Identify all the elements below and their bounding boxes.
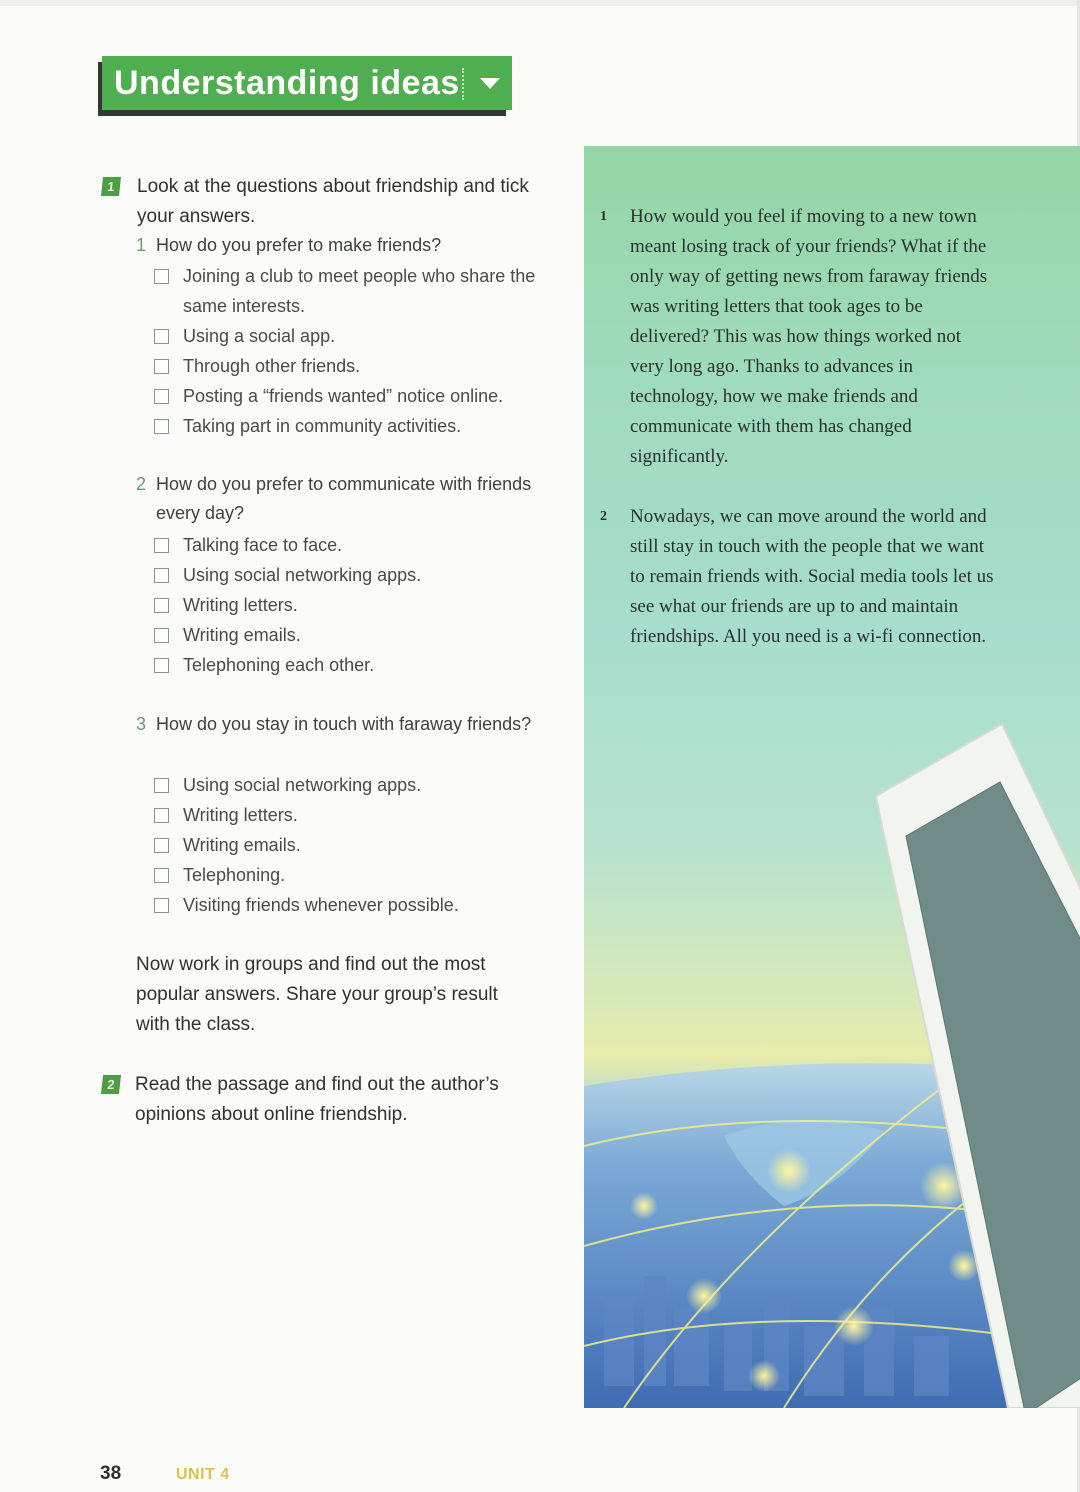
option-label: Telephoning. xyxy=(183,865,286,885)
chevron-down-icon xyxy=(480,78,500,89)
checkbox[interactable] xyxy=(154,838,169,853)
option-label: Writing letters. xyxy=(183,595,298,615)
checkbox[interactable] xyxy=(154,538,169,553)
option-label: Writing letters. xyxy=(183,805,298,825)
checkbox[interactable] xyxy=(154,329,169,344)
checkbox[interactable] xyxy=(154,778,169,793)
option-label: Through other friends. xyxy=(183,356,361,376)
question-text: How do you prefer to make friends? xyxy=(156,235,442,255)
option-label: Using a social app. xyxy=(183,326,336,346)
checkbox[interactable] xyxy=(154,598,169,613)
unit-label: UNIT 4 xyxy=(176,1466,230,1483)
option-label: Talking face to face. xyxy=(183,535,343,555)
option-label: Posting a “friends wanted” notice online. xyxy=(183,386,504,406)
checkbox[interactable] xyxy=(154,568,169,583)
option-label: Telephoning each other. xyxy=(183,655,375,675)
checkbox[interactable] xyxy=(154,419,169,434)
option-label: Visiting friends whenever possible. xyxy=(183,895,459,915)
option-label: Using social networking apps. xyxy=(183,775,422,795)
paragraph-text: Nowadays, we can move around the world and still stay in touch with the people that we want to remain friends with. Social media tools let us see what our friends are up to and maintain friendships. All you need is a wi-fi connection. xyxy=(630,506,994,647)
option-label: Taking part in community activities. xyxy=(183,416,462,436)
question-text: How do you prefer to communicate with friends every day? xyxy=(156,474,532,523)
option-label: Joining a club to meet people who share the same interests. xyxy=(183,266,536,316)
checkbox[interactable] xyxy=(154,628,169,643)
question-number: 1 xyxy=(136,235,147,255)
paragraph-number: 1 xyxy=(600,209,607,224)
exercise-1-instruction: Look at the questions about friendship and tick your answers. xyxy=(137,176,529,227)
question-text: How do you stay in touch with faraway friends? xyxy=(156,714,532,734)
question-number: 2 xyxy=(136,474,147,494)
section-header-bar xyxy=(102,56,512,110)
checkbox[interactable] xyxy=(154,658,169,673)
exercise-number-badge: 1 xyxy=(101,177,121,196)
page-number: 38 xyxy=(100,1463,122,1484)
exercise-2-instruction: Read the passage and find out the author’s opinions about online friendship. xyxy=(135,1074,499,1125)
question-number: 3 xyxy=(136,714,147,734)
section-title: Understanding ideas xyxy=(114,63,460,102)
paragraph-text: How would you feel if moving to a new town meant losing track of your friends? What if the only way of getting news from faraway friends was writing letters that took ages to be delivered? This was how things worked not very long ago. Thanks to advances in technology, how we make friends and communicate with them has changed significantly. xyxy=(630,206,988,467)
section-header-separator xyxy=(462,68,464,100)
option-label: Using social networking apps. xyxy=(183,565,422,585)
reading-panel xyxy=(584,146,1080,1408)
checkbox[interactable] xyxy=(154,808,169,823)
checkbox[interactable] xyxy=(154,359,169,374)
group-work-instruction: Now work in groups and find out the most popular answers. Share your group’s result with the class. xyxy=(136,954,498,1035)
option-label: Writing emails. xyxy=(183,835,301,855)
checkbox[interactable] xyxy=(154,269,169,284)
exercise-number-badge: 2 xyxy=(101,1075,121,1094)
paragraph-number: 2 xyxy=(600,509,607,524)
checkbox[interactable] xyxy=(154,389,169,404)
page-top-edge xyxy=(0,0,1080,6)
checkbox[interactable] xyxy=(154,898,169,913)
section-header xyxy=(98,56,514,116)
checkbox[interactable] xyxy=(154,868,169,883)
option-label: Writing emails. xyxy=(183,625,301,645)
